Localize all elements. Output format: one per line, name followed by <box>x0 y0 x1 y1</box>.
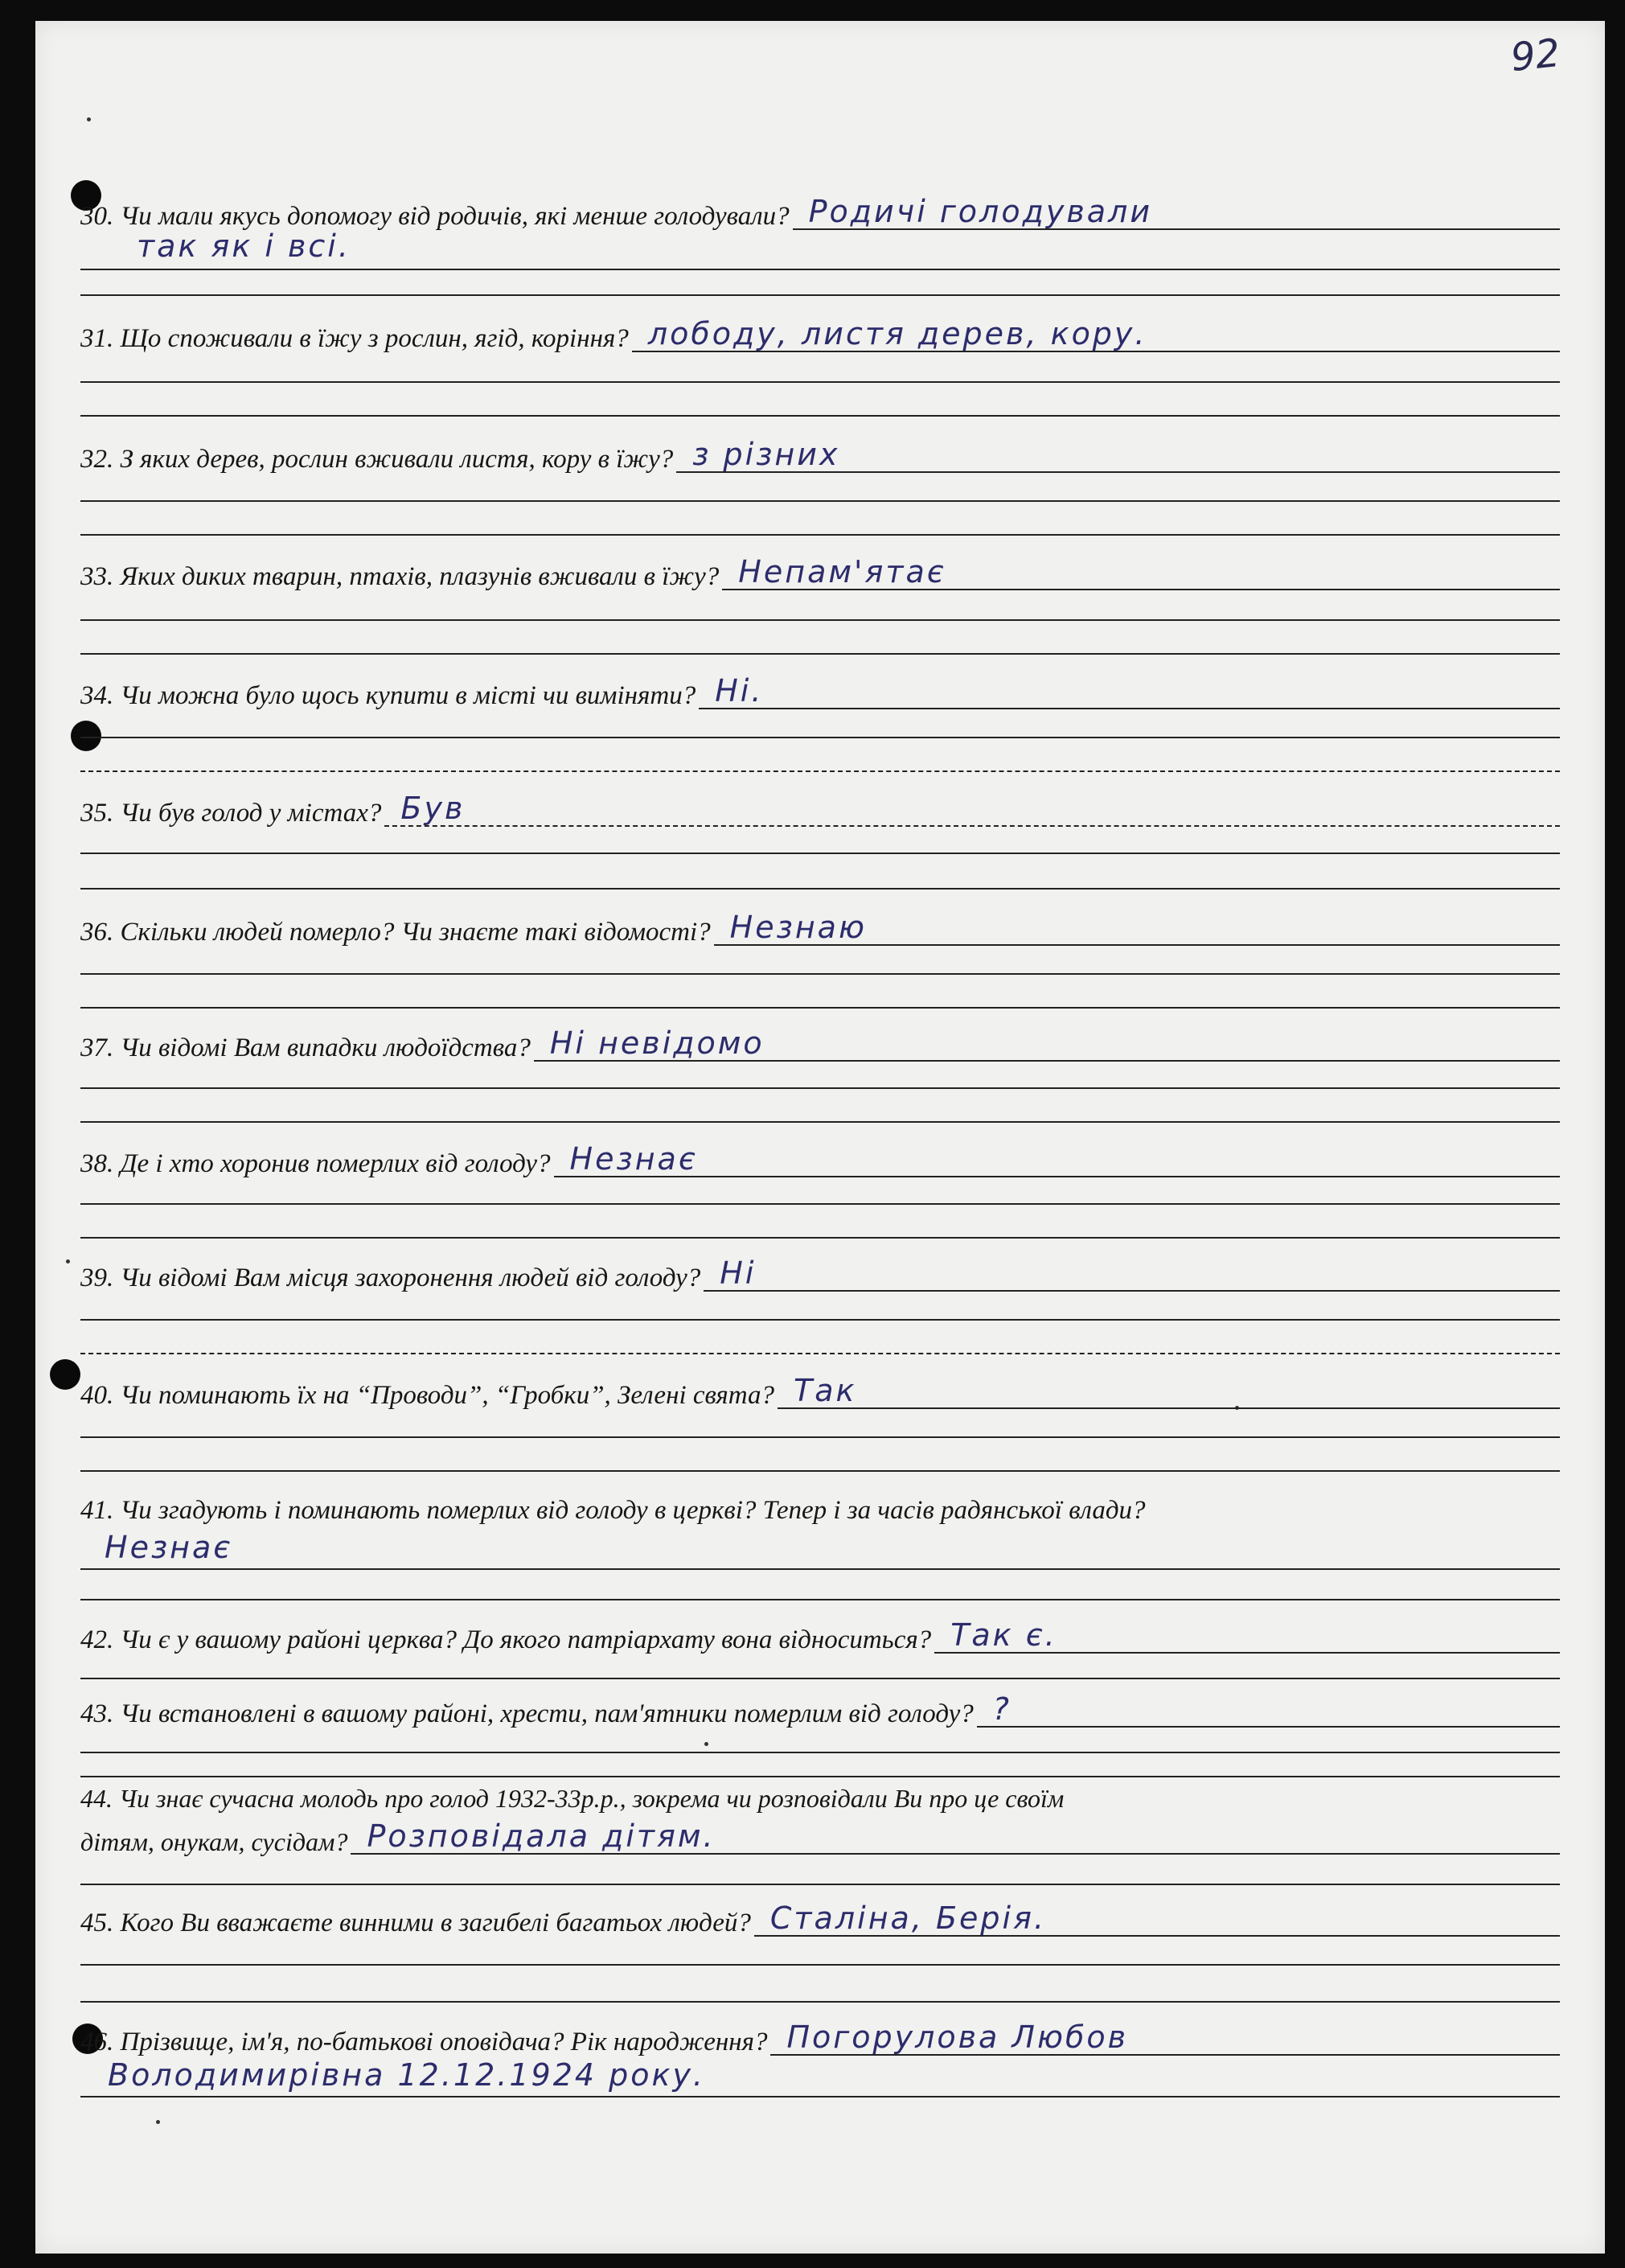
blank-line <box>80 1087 1560 1089</box>
speck <box>66 1259 70 1263</box>
blank-line <box>80 1353 1560 1354</box>
blank-line <box>80 1203 1560 1205</box>
question-38: 38. Де і хто хоронив померлих від голоду? Незнає <box>80 1145 1560 1177</box>
blank-line <box>80 1884 1560 1885</box>
blank-line <box>80 653 1560 655</box>
blank-line <box>80 1776 1560 1777</box>
answer-field-37[interactable]: Ні невідомо <box>534 1029 1560 1062</box>
punch-hole <box>50 1359 80 1390</box>
blank-line <box>80 2001 1560 2003</box>
blank-line <box>80 294 1560 296</box>
blank-line <box>80 770 1560 772</box>
blank-line <box>80 973 1560 975</box>
answer-field-31[interactable]: лободу, листя дерев, кору. <box>632 320 1560 352</box>
blank-line <box>80 1964 1560 1966</box>
punch-hole <box>71 721 101 751</box>
blank-line <box>80 1007 1560 1009</box>
question-33: 33. Яких диких тварин, птахів, плазунів вживали в їжу? Непам'ятає <box>80 558 1560 590</box>
blank-line <box>80 534 1560 536</box>
answer-field-42[interactable]: Так є. <box>934 1621 1560 1654</box>
speck <box>156 2120 160 2124</box>
answer-field-41[interactable]: Незнає <box>80 1531 1560 1570</box>
answer-field-33[interactable]: Непам'ятає <box>722 558 1560 590</box>
speck <box>87 117 91 121</box>
question-40: 40. Чи поминають їх на “Проводи”, “Гробки”, Зелені свята? Так <box>80 1377 1560 1409</box>
question-46: 46. Прізвище, ім'я, по-батькові оповідача? Рік народження? Погорулова Любов <box>80 2024 1560 2056</box>
answer-field-43[interactable]: ? <box>977 1695 1560 1728</box>
blank-line <box>80 888 1560 890</box>
answer-field-36[interactable]: Незнаю <box>714 914 1560 946</box>
question-31: 31. Що споживали в їжу з рослин, ягід, коріння? лободу, листя дерев, кору. <box>80 320 1560 352</box>
question-30: 30. Чи мали якусь допомогу від родичів, які менше голодували? Родичі голодували <box>80 198 1560 230</box>
answer-field-44[interactable]: Розповідала дітям. <box>351 1822 1560 1855</box>
blank-line <box>80 1319 1560 1321</box>
answer-field-40[interactable]: Так <box>778 1377 1560 1409</box>
question-37: 37. Чи відомі Вам випадки людоїдства? Ні невідомо <box>80 1029 1560 1062</box>
answer-field-46[interactable]: Погорулова Любов <box>770 2024 1560 2056</box>
answer-field-38[interactable]: Незнає <box>554 1145 1560 1177</box>
answer-field-35[interactable]: Був <box>384 795 1560 827</box>
blank-line <box>80 737 1560 738</box>
answer-field-34[interactable]: Ні. <box>699 677 1560 709</box>
blank-line <box>80 1599 1560 1600</box>
blank-line <box>80 1752 1560 1753</box>
question-32: 32. З яких дерев, рослин вживали листя, кору в їжу? з різних <box>80 441 1560 473</box>
answer-field-45[interactable]: Сталіна, Берія. <box>754 1904 1560 1937</box>
page-number: 92 <box>1508 30 1562 81</box>
question-45: 45. Кого Ви вважаєте винними в загибелі багатьох людей? Сталіна, Берія. <box>80 1904 1560 1937</box>
question-35: 35. Чи був голод у містах? Був <box>80 795 1560 827</box>
question-44: 44. Чи знає сучасна молодь про голод 1932-33р.р., зокрема чи розповідали Ви про це своїм дітям, онукам, сусідам? Розповідала дітям. <box>80 1785 1560 1855</box>
question-34: 34. Чи можна було щось купити в місті чи виміняти? Ні. <box>80 677 1560 709</box>
question-42: 42. Чи є у вашому районі церква? До якого патріархату вона відноситься? Так є. <box>80 1621 1560 1654</box>
blank-line <box>80 1470 1560 1472</box>
questionnaire-page <box>35 21 1605 2254</box>
speck <box>704 1742 708 1746</box>
question-43: 43. Чи встановлені в вашому районі, хрести, пам'ятники померлим від голоду? ? <box>80 1695 1560 1728</box>
answer-field-39[interactable]: Ні <box>704 1259 1560 1292</box>
question-39: 39. Чи відомі Вам місця захоронення людей від голоду? Ні <box>80 1259 1560 1292</box>
blank-line <box>80 853 1560 854</box>
blank-line <box>80 381 1560 383</box>
blank-line <box>80 619 1560 621</box>
blank-line <box>80 1237 1560 1239</box>
blank-line <box>80 1678 1560 1679</box>
question-36: 36. Скільки людей померло? Чи знаєте такі відомості? Незнаю <box>80 914 1560 946</box>
answer-field-32[interactable]: з різних <box>676 441 1560 473</box>
answer-line-46b[interactable]: Володимирівна 12.12.1924 року. <box>80 2059 1560 2097</box>
blank-line <box>80 500 1560 502</box>
question-41: 41. Чи згадують і поминають померлих від голоду в церкві? Тепер і за часів радянської влади? <box>80 1496 1146 1525</box>
answer-line-30b[interactable]: так як і всі. <box>80 232 1560 270</box>
blank-line <box>80 415 1560 417</box>
answer-field-30[interactable]: Родичі голодували <box>793 198 1560 230</box>
blank-line <box>80 1436 1560 1438</box>
blank-line <box>80 1121 1560 1123</box>
